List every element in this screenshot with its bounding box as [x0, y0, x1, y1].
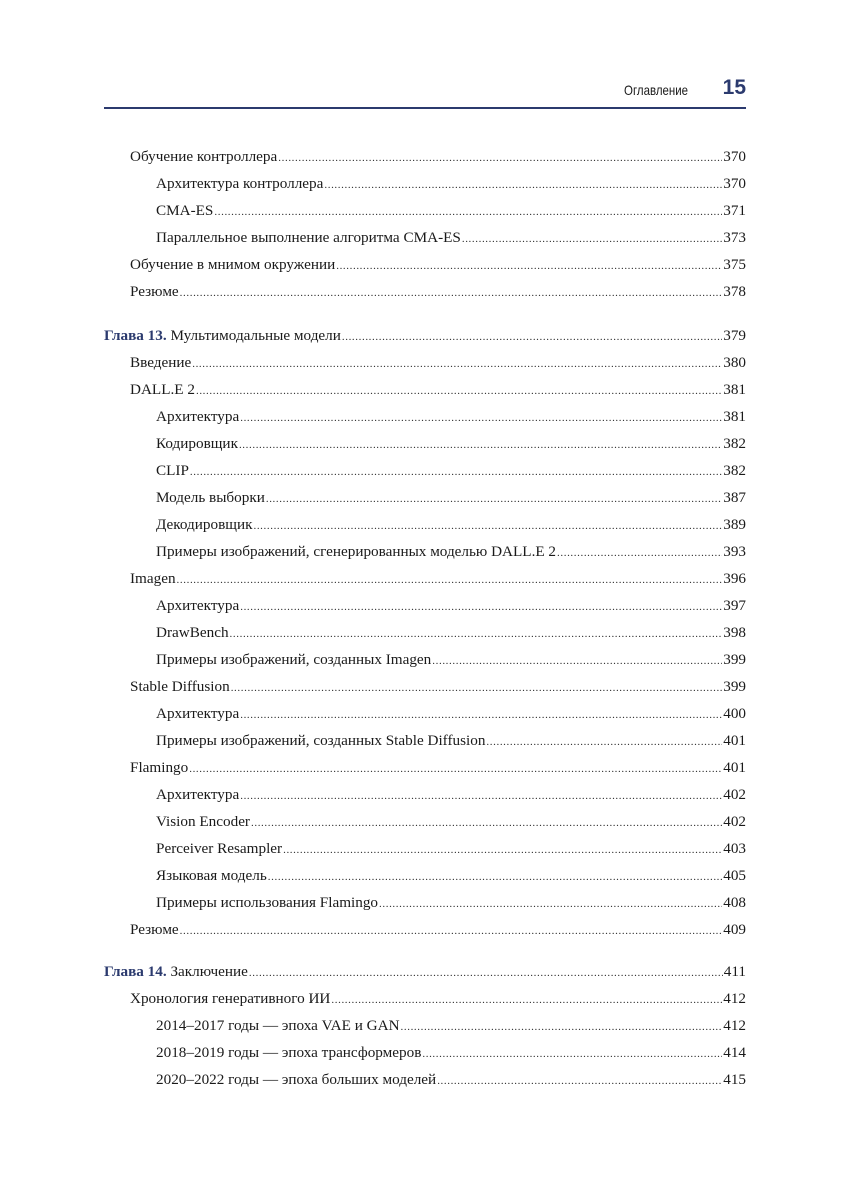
toc-entry-row[interactable]: [130, 352, 746, 374]
toc-entry-text: 2014–2017 годы — эпоха VAE и GAN: [156, 1017, 400, 1034]
toc-page-number: 375: [723, 256, 746, 273]
toc-dot-leader: [324, 174, 722, 196]
toc-entry-label: [156, 649, 431, 671]
toc-page-number: 408: [723, 894, 746, 911]
toc-page-number: 396: [723, 570, 746, 587]
toc-entry-text: Архитектура: [156, 705, 240, 722]
toc-entry-row[interactable]: [130, 988, 746, 1010]
toc-page-number: 378: [723, 283, 746, 300]
toc-entry-label: [156, 811, 250, 833]
toc-entry-label: [156, 1015, 400, 1037]
toc-dot-leader: [336, 255, 722, 277]
toc-entry-text: Заключение: [170, 963, 248, 980]
toc-entry-row[interactable]: [156, 406, 746, 428]
toc-entry-label: [156, 865, 267, 887]
toc-entry-text: Обучение в мнимом окружении: [130, 256, 336, 273]
toc-dot-leader: [240, 704, 722, 726]
toc-entry-label: [130, 379, 195, 401]
toc-page-number: 411: [723, 963, 746, 980]
toc-entry-label: [130, 281, 179, 303]
toc-page-number: 370: [723, 148, 746, 165]
toc-entry-text: CLIP: [156, 462, 189, 479]
toc-entry-text: Архитектура контроллера: [156, 175, 324, 192]
toc-entry-text: Архитектура: [156, 408, 240, 425]
toc-dot-leader: [253, 515, 722, 537]
toc-entry-row[interactable]: [130, 254, 746, 276]
running-header: [104, 74, 746, 106]
toc-entry-text: Параллельное выполнение алгоритма CMA-ES: [156, 229, 461, 246]
toc-entry-text: Хронология генеративного ИИ: [130, 990, 331, 1007]
toc-entry-row[interactable]: [156, 865, 746, 887]
toc-entry-text: Примеры изображений, сгенерированных моделью DALL.E 2: [156, 543, 557, 560]
toc-entry-text: Примеры использования Flamingo: [156, 894, 379, 911]
toc-entry-row[interactable]: [156, 173, 746, 195]
toc-page-number: 381: [723, 408, 746, 425]
toc-entry-row[interactable]: [156, 649, 746, 671]
toc-entry-row[interactable]: [156, 622, 746, 644]
toc-entry-row[interactable]: [156, 460, 746, 482]
toc-entry-row[interactable]: [156, 433, 746, 455]
toc-entry-text: Perceiver Resampler: [156, 840, 283, 857]
toc-entry-text: Stable Diffusion: [130, 678, 230, 695]
toc-entry-row[interactable]: [156, 514, 746, 536]
toc-entry-text: DrawBench: [156, 624, 229, 641]
toc-entry-text: CMA-ES: [156, 202, 214, 219]
toc-entry-label: [130, 676, 230, 698]
toc-dot-leader: [239, 434, 722, 456]
toc-entry-label: [104, 325, 341, 347]
toc-entry-text: Модель выборки: [156, 489, 265, 506]
toc-entry-row[interactable]: [156, 595, 746, 617]
toc-entry-text: 2018–2019 годы — эпоха трансформеров: [156, 1044, 422, 1061]
toc-page-number: 415: [723, 1071, 746, 1088]
toc-page-number: 397: [723, 597, 746, 614]
toc-dot-leader: [249, 962, 723, 984]
toc-page-number: 399: [723, 651, 746, 668]
toc-page-number: 387: [723, 489, 746, 506]
toc-entry-label: [104, 961, 248, 983]
toc-entry-row[interactable]: [156, 541, 746, 563]
toc-page-number: 381: [723, 381, 746, 398]
toc-dot-leader: [230, 623, 723, 645]
toc-entry-row[interactable]: [156, 1069, 746, 1091]
toc-entry-label: [156, 622, 229, 644]
toc-chapter-row[interactable]: [104, 325, 746, 347]
toc-dot-leader: [189, 758, 722, 780]
toc-dot-leader: [266, 488, 722, 510]
toc-dot-leader: [401, 1016, 723, 1038]
toc-dot-leader: [180, 920, 723, 942]
toc-entry-label: [130, 352, 191, 374]
toc-entry-label: [130, 757, 188, 779]
toc-entry-row[interactable]: [130, 379, 746, 401]
toc-dot-leader: [251, 812, 722, 834]
toc-dot-leader: [486, 731, 722, 753]
toc-entry-text: Резюме: [130, 283, 179, 300]
toc-entry-row[interactable]: [156, 730, 746, 752]
toc-dot-leader: [240, 596, 722, 618]
toc-page-number: 400: [723, 705, 746, 722]
header-rule: [104, 107, 746, 109]
toc-dot-leader: [283, 839, 722, 861]
toc-page-number: 379: [723, 327, 746, 344]
toc-dot-leader: [240, 407, 722, 429]
toc-page-number: 405: [723, 867, 746, 884]
toc-page-number: 389: [723, 516, 746, 533]
toc-chapter-number: Глава 13.: [104, 327, 167, 344]
toc-entry-label: [156, 1042, 421, 1064]
toc-dot-leader: [268, 866, 722, 888]
toc-dot-leader: [331, 989, 722, 1011]
toc-entry-label: [156, 460, 189, 482]
toc-entry-label: [130, 919, 179, 941]
toc-entry-row[interactable]: [156, 1015, 746, 1037]
toc-dot-leader: [180, 282, 723, 304]
toc-entry-text: Декодировщик: [156, 516, 253, 533]
toc-dot-leader: [437, 1070, 722, 1092]
toc-dot-leader: [190, 461, 722, 483]
toc-page-number: 412: [723, 990, 746, 1007]
toc-page-number: 409: [723, 921, 746, 938]
toc-chapter-row[interactable]: [104, 961, 746, 983]
toc-entry-row[interactable]: [130, 919, 746, 941]
toc-entry-text: Резюме: [130, 921, 179, 938]
toc-entry-text: Мультимодальные модели: [170, 327, 341, 344]
header-title: Оглавление: [623, 82, 688, 98]
toc-dot-leader: [432, 650, 722, 672]
toc-entry-row[interactable]: [130, 676, 746, 698]
toc-entry-label: [156, 406, 239, 428]
toc-entry-row[interactable]: [156, 200, 746, 222]
toc-entry-label: [130, 568, 176, 590]
toc-entry-label: [156, 1069, 436, 1091]
toc-page-number: 371: [723, 202, 746, 219]
toc-dot-leader: [177, 569, 723, 591]
toc-entry-row[interactable]: [156, 784, 746, 806]
toc-page-number: 393: [723, 543, 746, 560]
toc-entry-label: [156, 200, 213, 222]
toc-page-number: 380: [723, 354, 746, 371]
toc-dot-leader: [379, 893, 722, 915]
toc-entry-label: [156, 730, 485, 752]
toc-page-number: 402: [723, 786, 746, 803]
toc-dot-leader: [196, 380, 722, 402]
toc-dot-leader: [462, 228, 722, 250]
toc-entry-text: 2020–2022 годы — эпоха больших моделей: [156, 1071, 437, 1088]
toc-page-number: 403: [723, 840, 746, 857]
toc-dot-leader: [557, 542, 722, 564]
toc-page-number: 412: [723, 1017, 746, 1034]
toc-entry-row[interactable]: [130, 281, 746, 303]
toc-entry-text: Примеры изображений, созданных Imagen: [156, 651, 432, 668]
toc-entry-label: [130, 988, 330, 1010]
toc-entry-label: [156, 703, 239, 725]
toc-page-number: 414: [723, 1044, 746, 1061]
toc-entry-label: [156, 595, 239, 617]
toc-page-number: 373: [723, 229, 746, 246]
toc-dot-leader: [192, 353, 722, 375]
toc-entry-text: Flamingo: [130, 759, 189, 776]
toc-entry-row[interactable]: [156, 811, 746, 833]
toc-page-number: 402: [723, 813, 746, 830]
toc-entry-row[interactable]: [130, 568, 746, 590]
toc-dot-leader: [214, 201, 722, 223]
toc-entry-label: [156, 173, 323, 195]
toc-entry-text: Vision Encoder: [156, 813, 250, 830]
toc-entry-label: [156, 227, 461, 249]
toc-page-number: 401: [723, 759, 746, 776]
toc-entry-label: [156, 784, 239, 806]
toc-entry-text: Обучение контроллера: [130, 148, 278, 165]
toc-entry-text: Imagen: [130, 570, 176, 587]
toc-chapter-number: Глава 14.: [104, 963, 167, 980]
toc-entry-label: [156, 514, 252, 536]
toc-entry-text: Архитектура: [156, 786, 240, 803]
toc-entry-label: [156, 838, 282, 860]
toc-entry-text: Примеры изображений, созданных Stable Diffusion: [156, 732, 486, 749]
toc-entry-label: [156, 487, 265, 509]
toc-entry-row[interactable]: [156, 838, 746, 860]
toc-page-number: 401: [723, 732, 746, 749]
toc-dot-leader: [278, 147, 722, 169]
toc-entry-row[interactable]: [130, 146, 746, 168]
toc-entry-row[interactable]: [156, 1042, 746, 1064]
toc-entry-text: Архитектура: [156, 597, 240, 614]
toc-page-number: 382: [723, 435, 746, 452]
toc-entry-label: [156, 433, 238, 455]
header-page-number: 15: [722, 76, 746, 99]
toc-entry-label: [156, 892, 378, 914]
toc-entry-text: Кодировщик: [156, 435, 238, 452]
toc-dot-leader: [342, 326, 722, 348]
toc-page-number: 399: [723, 678, 746, 695]
toc-dot-leader: [231, 677, 723, 699]
toc-page-number: 370: [723, 175, 746, 192]
toc-entry-text: Введение: [130, 354, 192, 371]
toc-entry-row[interactable]: [156, 487, 746, 509]
toc-dot-leader: [240, 785, 722, 807]
toc-dot-leader: [422, 1043, 722, 1065]
toc-entry-row[interactable]: [130, 757, 746, 779]
toc-page-number: 398: [723, 624, 746, 641]
toc-entry-label: [156, 541, 556, 563]
toc-entry-row[interactable]: [156, 227, 746, 249]
toc-entry-row[interactable]: [156, 892, 746, 914]
toc-entry-text: DALL.E 2: [130, 381, 195, 398]
toc-entry-label: [130, 254, 335, 276]
toc-entry-row[interactable]: [156, 703, 746, 725]
toc-entry-label: [130, 146, 277, 168]
toc-page-number: 382: [723, 462, 746, 479]
toc-entry-text: Языковая модель: [156, 867, 267, 884]
